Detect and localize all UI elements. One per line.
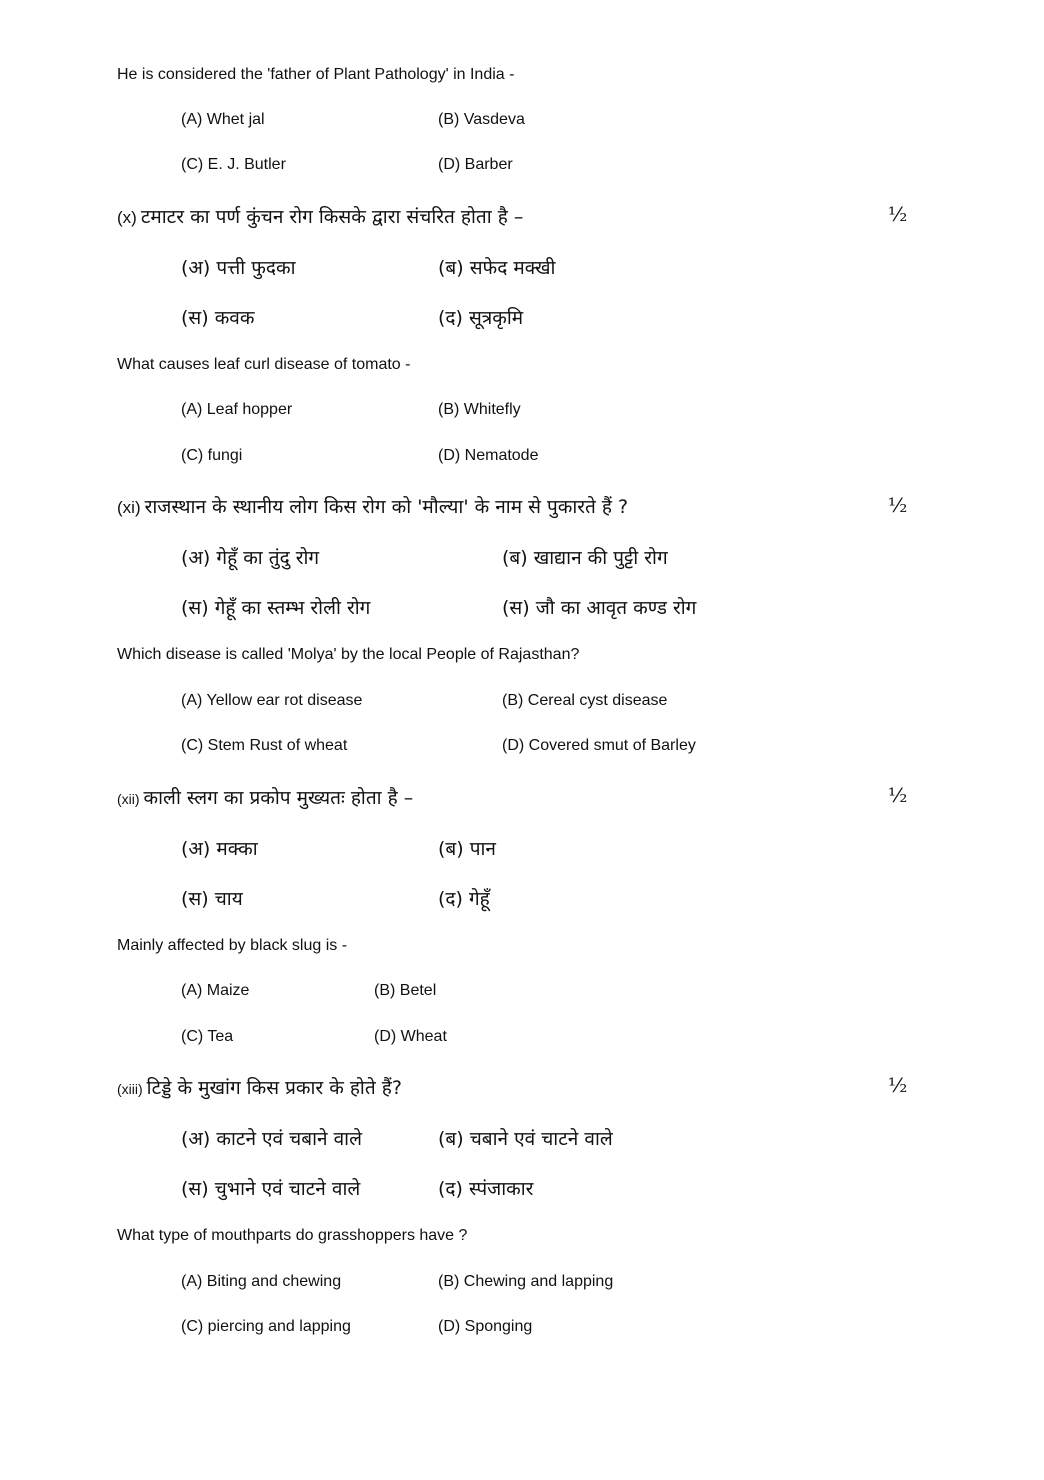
question-11-hindi-option-c: (स) गेहूँ का स्तम्भ रोली रोग (181, 597, 371, 619)
question-9-english-text: He is considered the 'father of Plant Pathology' in India - (117, 66, 515, 83)
question-11-hindi-option-d: (स) जौ का आवृत कण्ड रोग (502, 597, 697, 619)
question-9-option-b: (B) Vasdeva (438, 111, 525, 128)
question-11-marks: ½ (888, 493, 908, 517)
question-11-hindi (117, 493, 628, 519)
question-9-option-c: (C) E. J. Butler (181, 156, 286, 173)
question-13-hindi-text: टिड्डे के मुखांग किस प्रकार के होते हैं? (146, 1077, 402, 1099)
question-10-option-a: (A) Leaf hopper (181, 401, 293, 418)
question-13-marks: ½ (888, 1073, 908, 1097)
question-12-hindi-text: काली स्लग का प्रकोप मुख्यतः होता है – (143, 787, 414, 809)
question-13-hindi-option-c: (स) चुभाने एवं चाटने वाले (181, 1178, 361, 1200)
question-12-english-text: Mainly affected by black slug is - (117, 937, 348, 954)
question-13-hindi-option-b: (ब) चबाने एवं चाटने वाले (438, 1128, 613, 1150)
question-13-option-d: (D) Sponging (438, 1318, 533, 1335)
question-12-marks: ½ (888, 783, 908, 807)
question-10-hindi-option-c: (स) कवक (181, 307, 255, 329)
question-13-english-text: What type of mouthparts do grasshoppers have ? (117, 1227, 468, 1244)
question-11-hindi-text: राजस्थान के स्थानीय लोग किस रोग को 'मौल्या' के नाम से पुकारते हैं ? (144, 496, 629, 518)
question-13-option-c: (C) piercing and lapping (181, 1318, 351, 1335)
question-11-option-c: (C) Stem Rust of wheat (181, 737, 348, 754)
question-13-hindi (117, 1074, 402, 1100)
question-13-hindi-option-d: (द) स्पंजाकार (438, 1178, 534, 1200)
question-12-hindi (117, 784, 413, 810)
question-11-number: (xi) (117, 498, 141, 517)
question-12-option-d: (D) Wheat (374, 1028, 447, 1045)
question-13-option-b: (B) Chewing and lapping (438, 1273, 614, 1290)
question-12-hindi-option-b: (ब) पान (438, 838, 496, 860)
question-9-option-d: (D) Barber (438, 156, 513, 173)
question-10-marks: ½ (888, 202, 908, 226)
question-13-number: (xiii) (117, 1081, 143, 1097)
question-13-option-a: (A) Biting and chewing (181, 1273, 342, 1290)
question-11-hindi-option-b: (ब) खाद्यान की पुट्टी रोग (502, 547, 668, 569)
question-10-option-c: (C) fungi (181, 447, 243, 464)
question-10-english-text: What causes leaf curl disease of tomato - (117, 356, 411, 373)
question-12-option-c: (C) Tea (181, 1028, 234, 1045)
question-12-number: (xii) (117, 791, 140, 807)
question-10-option-d: (D) Nematode (438, 447, 539, 464)
question-12-hindi-option-d: (द) गेहूँ (438, 888, 490, 910)
question-11-option-a: (A) Yellow ear rot disease (181, 692, 363, 709)
question-10-hindi-option-d: (द) सूत्रकृमि (438, 307, 524, 329)
question-10-hindi (117, 203, 523, 229)
question-10-hindi-option-b: (ब) सफेद मक्खी (438, 257, 556, 279)
question-10-hindi-text: टमाटर का पर्ण कुंचन रोग किसके द्वारा संचरित होता है – (140, 206, 524, 228)
question-12-hindi-option-c: (स) चाय (181, 888, 243, 910)
question-10-hindi-option-a: (अ) पत्ती फुदका (181, 257, 296, 279)
question-11-hindi-option-a: (अ) गेहूँ का तुंदु रोग (181, 547, 320, 569)
question-10-number: (x) (117, 208, 137, 227)
question-11-option-b: (B) Cereal cyst disease (502, 692, 668, 709)
question-11-option-d: (D) Covered smut of Barley (502, 737, 696, 754)
question-10-option-b: (B) Whitefly (438, 401, 521, 418)
question-11-english-text: Which disease is called 'Molya' by the local People of Rajasthan? (117, 646, 580, 663)
question-12-option-b: (B) Betel (374, 982, 437, 999)
question-9-option-a: (A) Whet jal (181, 111, 265, 128)
question-12-option-a: (A) Maize (181, 982, 250, 999)
question-13-hindi-option-a: (अ) काटने एवं चबाने वाले (181, 1128, 362, 1150)
question-12-hindi-option-a: (अ) मक्का (181, 838, 258, 860)
